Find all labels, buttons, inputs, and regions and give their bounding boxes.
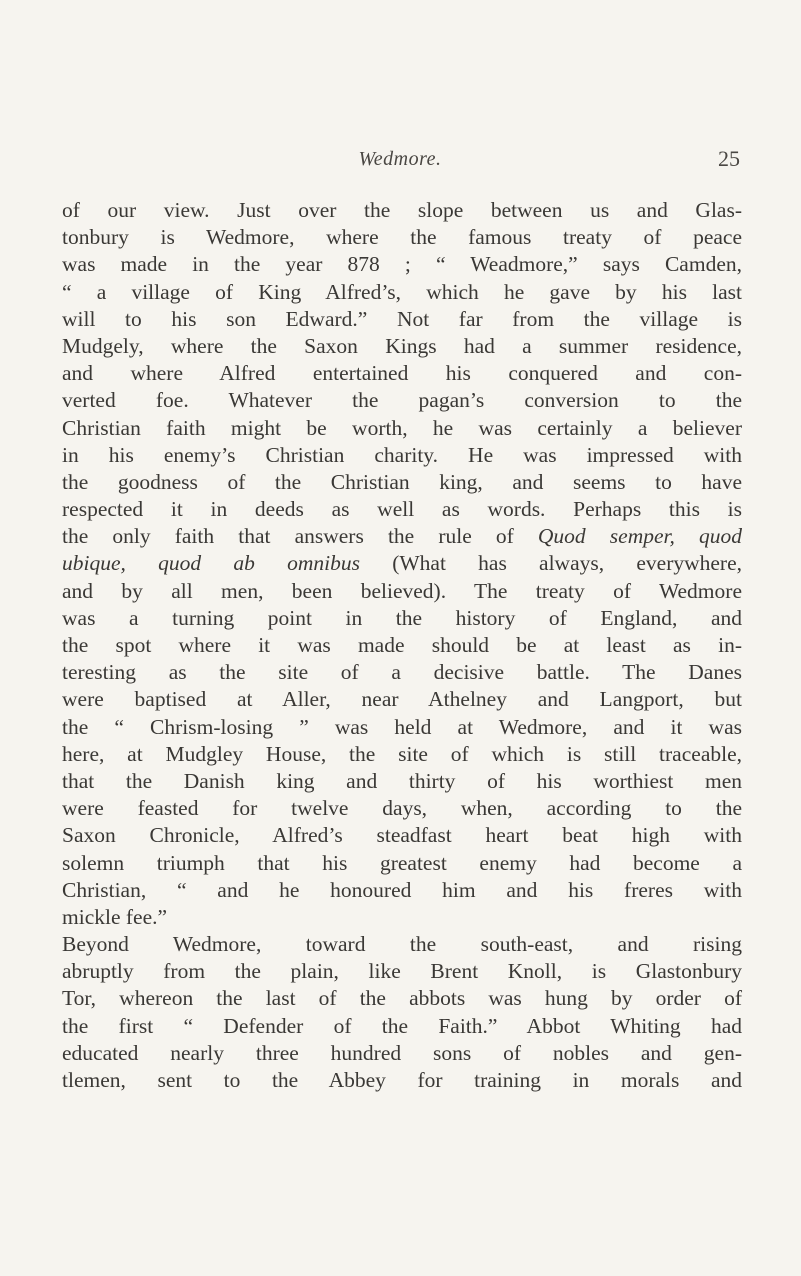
text-line: the goodness of the Christian king, and seems to have <box>62 469 742 494</box>
paragraph-start-line: Beyond Wedmore, toward the south-east, and rising <box>62 932 742 957</box>
text-line: Tor, whereon the last of the abbots was hung by order of <box>62 986 742 1011</box>
text-line: of our view. Just over the slope between us and Glas- <box>62 198 742 222</box>
text-line: was a turning point in the history of England, and <box>62 605 742 630</box>
body-text <box>62 197 742 1094</box>
text-line: “ a village of King Alfred’s, which he gave by his last <box>62 279 742 304</box>
text-line: tlemen, sent to the Abbey for training in morals and <box>62 1068 742 1092</box>
text-line: that the Danish king and thirty of his worthiest men <box>62 768 742 793</box>
text-line: were feasted for twelve days, when, according to the <box>62 796 742 821</box>
paragraph-end-line: mickle fee.” <box>62 904 168 929</box>
text-line: respected it in deeds as well as words. Perhaps this is <box>62 497 742 522</box>
text-line: solemn triumph that his greatest enemy had become a <box>62 850 742 875</box>
text-line: Saxon Chronicle, Alfred’s steadfast heart beat high with <box>62 823 742 848</box>
text-line: were baptised at Aller, near Athelney and Langport, but <box>62 687 742 712</box>
text-line: Mudgely, where the Saxon Kings had a summer residence, <box>62 333 742 358</box>
text-line: verted foe. Whatever the pagan’s conversion to the <box>62 388 742 413</box>
text-line: the only faith that answers the rule of Quod semper, quod <box>62 524 742 549</box>
text-line: will to his son Edward.” Not far from the village is <box>62 306 742 331</box>
text-line: the “ Chrism-losing ” was held at Wedmore, and it was <box>62 714 742 739</box>
text-line: the first “ Defender of the Faith.” Abbot Whiting had <box>62 1013 742 1038</box>
text-line: in his enemy’s Christian charity. He was impressed with <box>62 442 742 467</box>
text-line: Christian, “ and he honoured him and his freres with <box>62 877 742 902</box>
text-line: Christian faith might be worth, he was certainly a believer <box>62 415 742 440</box>
text-line: and by all men, been believed). The treaty of Wedmore <box>62 578 742 603</box>
latin-phrase: Quod semper, quod <box>537 524 742 549</box>
page-number: 25 <box>718 146 740 171</box>
text-line: was made in the year 878 ; “ Weadmore,” says Camden, <box>62 252 742 277</box>
text-line: teresting as the site of a decisive battle. The Danes <box>62 660 742 685</box>
latin-phrase: ubique, quod ab omnibus <box>62 551 360 576</box>
text-line: tonbury is Wedmore, where the famous treaty of peace <box>62 225 742 250</box>
text-line: abruptly from the plain, like Brent Knoll, is Glastonbury <box>62 959 742 984</box>
text-line: ubique, quod ab omnibus (What has always, everywhere, <box>62 551 742 576</box>
running-head <box>60 148 740 178</box>
text-line: here, at Mudgley House, the site of which is still traceable, <box>62 741 742 766</box>
running-title: Wedmore. <box>358 148 442 170</box>
text-line: and where Alfred entertained his conquered and con- <box>62 361 742 386</box>
text-line: the spot where it was made should be at least as in- <box>62 633 742 657</box>
text-line: educated nearly three hundred sons of nobles and gen- <box>62 1040 742 1065</box>
